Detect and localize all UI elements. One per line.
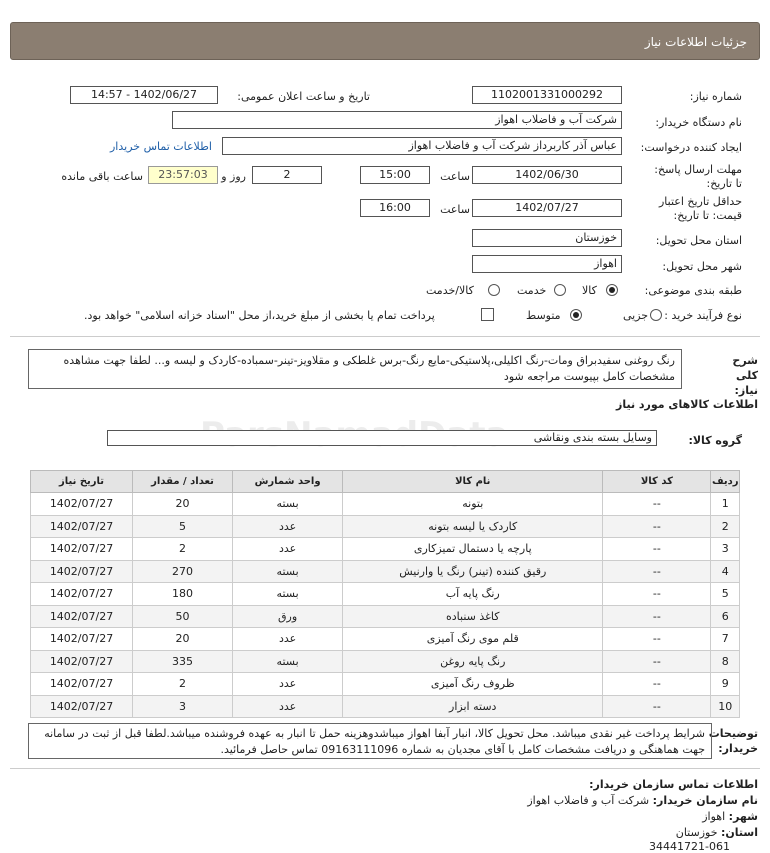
item-date: 1402/07/27: [31, 583, 133, 606]
table-row: [31, 650, 740, 673]
item-date: 1402/07/27: [31, 538, 133, 561]
treasury-payment-checkbox[interactable]: [481, 308, 494, 321]
buyer-label: نام دستگاه خریدار:: [655, 116, 742, 129]
table-row: [31, 538, 740, 561]
contact-province: [676, 826, 758, 839]
contact-org-label: نام سازمان خریدار:: [652, 794, 758, 807]
item-name: بتونه: [343, 493, 603, 516]
city-field[interactable]: اهواز: [472, 255, 622, 273]
item-code: --: [603, 583, 711, 606]
item-qty: 20: [133, 493, 233, 516]
item-date: 1402/07/27: [31, 673, 133, 696]
category-goods-radio[interactable]: [606, 284, 618, 296]
city-label: شهر محل تحویل:: [662, 260, 742, 273]
creator-field[interactable]: عباس آذر کاربرداز شرکت آب و فاضلاب اهواز: [222, 137, 622, 155]
item-code: --: [603, 493, 711, 516]
details-header: [10, 22, 760, 60]
row-number: 10: [711, 695, 740, 718]
day-and-label: روز و: [221, 170, 246, 183]
need-number-label: شماره نیاز:: [689, 90, 742, 103]
row-number: 6: [711, 605, 740, 628]
table-row: [31, 493, 740, 516]
deadline-label: مهلت ارسال پاسخ: تا تاریخ:: [654, 163, 742, 190]
item-date: 1402/07/27: [31, 493, 133, 516]
goods-group-label: گروه کالا:: [688, 434, 742, 447]
col-row: ردیف: [711, 471, 740, 493]
buyer-contact-link[interactable]: اطلاعات تماس خریدار: [110, 140, 212, 153]
page-title: جزئیات اطلاعات نیاز: [644, 35, 747, 49]
buyer-notes-box: شرایط پرداخت غیر نقدی میباشد. محل تحویل کالا، انبار آبفا اهواز میباشدوهزینه حمل تا انبار به عهده فروشنده میباشد.لطفا قبل از ثبت در سامانه جهت هماهنگی و دریافت مشخصات کامل با آقای مجدیان به شماره 09163111096 تماس حاصل فرمائید.: [28, 723, 712, 759]
item-date: 1402/07/27: [31, 628, 133, 651]
divider: [10, 336, 760, 337]
item-unit: عدد: [233, 515, 343, 538]
divider: [10, 768, 760, 769]
item-code: --: [603, 605, 711, 628]
province-label: استان محل تحویل:: [655, 234, 742, 247]
contact-title: اطلاعات تماس سازمان خریدار:: [589, 778, 758, 791]
description-box: رنگ روغنی سفیدبراق ومات-رنگ اکلیلی،پلاستیکی-مایع رنگ-برس غلطکی و مقلاویز-تینر-سمباده-کاردک و لیسه و... لطفا جهت مشاهده مشخصات کامل بپیوست مراجعه شود: [28, 349, 682, 389]
item-unit: عدد: [233, 673, 343, 696]
category-both-radio[interactable]: [488, 284, 500, 296]
validity-label: حداقل تاریخ اعتبار قیمت: تا تاریخ:: [658, 195, 742, 222]
table-row: [31, 515, 740, 538]
table-row: [31, 605, 740, 628]
remaining-time-field: 23:57:03: [148, 166, 218, 184]
item-qty: 20: [133, 628, 233, 651]
table-row: [31, 695, 740, 718]
item-date: 1402/07/27: [31, 695, 133, 718]
item-date: 1402/07/27: [31, 650, 133, 673]
process-medium-label: متوسط: [526, 309, 561, 322]
contact-phone: 34441721-061: [649, 840, 730, 853]
contact-province-value: خوزستان: [675, 826, 718, 839]
col-qty: تعداد / مقدار: [133, 471, 233, 493]
row-number: 2: [711, 515, 740, 538]
table-row: [31, 673, 740, 696]
item-date: 1402/07/27: [31, 515, 133, 538]
item-qty: 5: [133, 515, 233, 538]
contact-org-value: شرکت آب و فاضلاب اهواز: [527, 794, 650, 807]
contact-city-value: اهواز: [702, 810, 726, 823]
buyer-notes-label: توضیحات خریدار:: [708, 727, 758, 755]
item-date: 1402/07/27: [31, 560, 133, 583]
goods-section-title: اطلاعات کالاهای مورد نیاز: [616, 398, 758, 411]
item-unit: عدد: [233, 695, 343, 718]
contact-city: [702, 810, 758, 823]
table-row: [31, 628, 740, 651]
table-row: [31, 583, 740, 606]
table-row: [31, 560, 740, 583]
item-name: رنگ پایه روغن: [343, 650, 603, 673]
category-goods-label: کالا: [582, 284, 597, 297]
buyer-field[interactable]: شرکت آب و فاضلاب اهواز: [172, 111, 622, 129]
col-date: تاریخ نیاز: [31, 471, 133, 493]
process-medium-radio[interactable]: [570, 309, 582, 321]
announce-field[interactable]: 1402/06/27 - 14:57: [70, 86, 218, 104]
category-service-label: خدمت: [517, 284, 547, 297]
item-unit: عدد: [233, 628, 343, 651]
item-unit: ورق: [233, 605, 343, 628]
item-unit: بسته: [233, 650, 343, 673]
item-qty: 335: [133, 650, 233, 673]
item-qty: 2: [133, 538, 233, 561]
process-label: نوع فرآیند خرید :: [664, 309, 742, 322]
item-code: --: [603, 538, 711, 561]
province-field[interactable]: خوزستان: [472, 229, 622, 247]
contact-province-label: استان:: [721, 826, 758, 839]
deadline-date-field[interactable]: 1402/06/30: [472, 166, 622, 184]
validity-hour-label: ساعت: [440, 203, 470, 216]
remaining-label: ساعت باقی مانده: [61, 170, 143, 183]
category-label: طبقه بندی موضوعی:: [644, 284, 742, 297]
row-number: 7: [711, 628, 740, 651]
item-name: کاردک یا لیسه بتونه: [343, 515, 603, 538]
item-date: 1402/07/27: [31, 605, 133, 628]
item-name: دسته ابزار: [343, 695, 603, 718]
item-name: پارچه یا دستمال تمیزکاری: [343, 538, 603, 561]
validity-time-field[interactable]: 16:00: [360, 199, 430, 217]
table-header-row: [31, 471, 740, 493]
item-unit: بسته: [233, 493, 343, 516]
row-number: 1: [711, 493, 740, 516]
days-field[interactable]: 2: [252, 166, 322, 184]
item-code: --: [603, 628, 711, 651]
category-service-radio[interactable]: [554, 284, 566, 296]
row-number: 9: [711, 673, 740, 696]
deadline-hour-label: ساعت: [440, 170, 470, 183]
goods-table: [30, 470, 740, 718]
item-qty: 270: [133, 560, 233, 583]
item-code: --: [603, 560, 711, 583]
col-code: کد کالا: [603, 471, 711, 493]
col-name: نام کالا: [343, 471, 603, 493]
goods-group-field[interactable]: وسایل بسته بندی ونقاشی: [107, 430, 657, 446]
item-code: --: [603, 650, 711, 673]
item-code: --: [603, 515, 711, 538]
validity-date-field[interactable]: 1402/07/27: [472, 199, 622, 217]
row-number: 5: [711, 583, 740, 606]
item-name: ظروف رنگ آمیزی: [343, 673, 603, 696]
item-qty: 50: [133, 605, 233, 628]
treasury-payment-note: پرداخت تمام یا بخشی از مبلغ خرید،از محل "اسناد خزانه اسلامی" خواهد بود.: [84, 309, 435, 322]
need-number-field[interactable]: 1102001331000292: [472, 86, 622, 104]
process-minor-label: جزیی: [623, 309, 649, 322]
item-name: کاغذ سنباده: [343, 605, 603, 628]
row-number: 8: [711, 650, 740, 673]
col-unit: واحد شمارش: [233, 471, 343, 493]
item-qty: 180: [133, 583, 233, 606]
row-number: 3: [711, 538, 740, 561]
creator-label: ایجاد کننده درخواست:: [640, 141, 742, 154]
contact-org: [527, 794, 758, 807]
item-qty: 2: [133, 673, 233, 696]
item-unit: بسته: [233, 560, 343, 583]
item-name: رقیق کننده (تینر) رنگ یا وارنیش: [343, 560, 603, 583]
contact-city-label: شهر:: [728, 810, 758, 823]
item-name: قلم موی رنگ آمیزی: [343, 628, 603, 651]
category-both-label: کالا/خدمت: [426, 284, 474, 297]
item-code: --: [603, 695, 711, 718]
process-minor-radio[interactable]: [650, 309, 662, 321]
deadline-time-field[interactable]: 15:00: [360, 166, 430, 184]
row-number: 4: [711, 560, 740, 583]
item-unit: عدد: [233, 538, 343, 561]
item-qty: 3: [133, 695, 233, 718]
item-name: رنگ پایه آب: [343, 583, 603, 606]
description-label: شرح کلی نیاز:: [732, 354, 758, 397]
announce-label: تاریخ و ساعت اعلان عمومی:: [237, 90, 370, 103]
item-code: --: [603, 673, 711, 696]
item-unit: بسته: [233, 583, 343, 606]
